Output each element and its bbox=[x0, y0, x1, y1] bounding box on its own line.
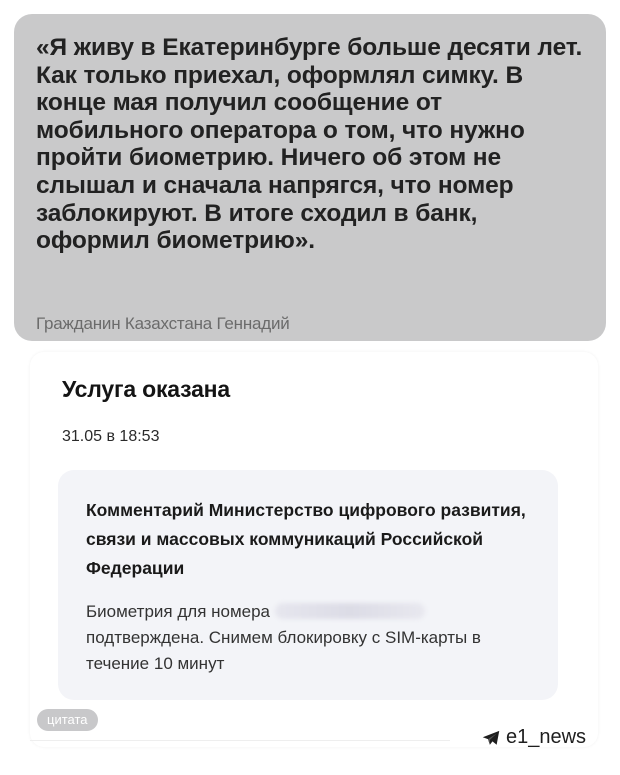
quote-card bbox=[14, 14, 606, 341]
service-status-title: Услуга оказана bbox=[62, 376, 230, 402]
quote-text: «Я живу в Екатеринбурге больше десяти лет. Как только приехал, оформлял симку. В конце мая получил сообщение от мобильного оператора о том, что нужно пройти биометрию. Ничего об этом не слышал и сначала напрягся, что номер заблокируют. В итоге сходил в банк, оформил биометрию». bbox=[36, 34, 583, 255]
quote-tag-badge[interactable]: цитата bbox=[37, 709, 98, 731]
ministry-comment-box bbox=[58, 470, 558, 700]
divider bbox=[30, 740, 450, 741]
comment-body bbox=[86, 599, 532, 677]
comment-title: Комментарий Министерство цифрового развития, связи и массовых коммуникаций Российской Федерации bbox=[86, 500, 526, 578]
source-credit[interactable] bbox=[482, 726, 586, 749]
source-name: e1_news bbox=[506, 726, 587, 748]
app-screenshot bbox=[30, 352, 598, 747]
telegram-icon bbox=[482, 730, 500, 746]
service-timestamp: 31.05 в 18:53 bbox=[62, 428, 160, 445]
comment-body-end: подтверждена. Снимем блокировку с SIM-карты в течение 10 минут bbox=[86, 628, 481, 673]
comment-body-start: Биометрия для номера bbox=[86, 602, 271, 621]
redacted-phone-number bbox=[275, 603, 425, 619]
quote-author: Гражданин Казахстана Геннадий bbox=[36, 314, 290, 333]
